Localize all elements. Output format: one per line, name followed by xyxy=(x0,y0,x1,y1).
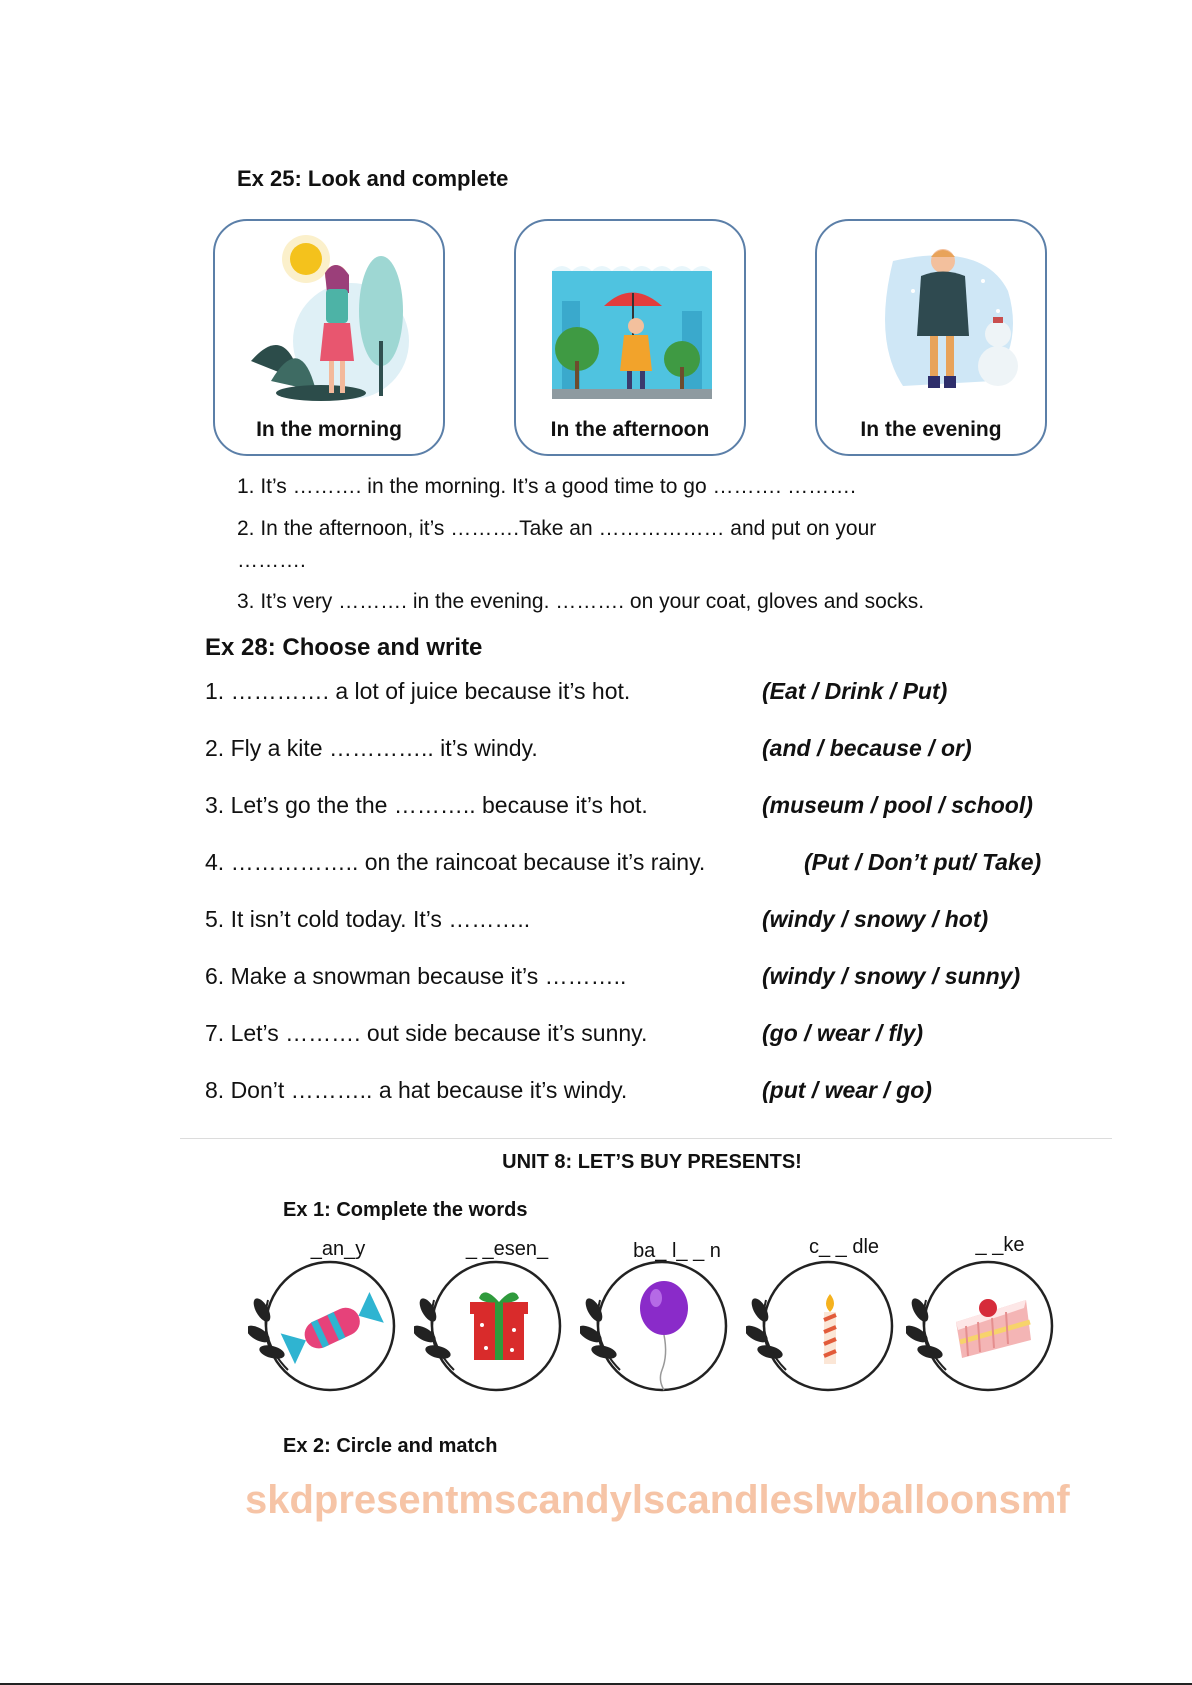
candle-icon xyxy=(746,1260,906,1400)
ex28-question-5: 5. It isn’t cold today. It’s ……….. xyxy=(205,906,531,932)
ex28-options-1: (Eat / Drink / Put) xyxy=(762,678,948,704)
ex25-title: Ex 25: Look and complete xyxy=(237,166,509,191)
ex28-question-1: 1. …………. a lot of juice because it’s hot. xyxy=(205,678,631,704)
ex28-options-7: (go / wear / fly) xyxy=(762,1020,924,1046)
ex28-options-3: (museum / pool / school) xyxy=(762,792,1033,818)
word-blank-4: c_ _ dle xyxy=(808,1236,880,1258)
card-caption: In the evening xyxy=(860,418,1002,441)
ex28-question-7: 7. Let’s ………. out side because it’s sunny. xyxy=(205,1020,648,1046)
ex25-line-2: 2. In the afternoon, it’s ……….Take an ……………… and put on your xyxy=(237,517,877,540)
word-blank-5: _ _ke xyxy=(975,1234,1025,1256)
word-blank-1: _an_y xyxy=(310,1238,366,1260)
afternoon-illustration-icon xyxy=(532,231,732,401)
evening-illustration-icon xyxy=(833,231,1033,401)
ex28-title: Ex 28: Choose and write xyxy=(205,634,483,661)
cake-icon xyxy=(906,1260,1066,1400)
morning-illustration-icon xyxy=(231,231,431,401)
ex28-options-2: (and / because / or) xyxy=(762,735,972,761)
ex28-question-2: 2. Fly a kite ………….. it’s windy. xyxy=(205,735,538,761)
unit-title: UNIT 8: LET’S BUY PRESENTS! xyxy=(502,1151,802,1173)
ex28-question-6: 6. Make a snowman because it’s ……….. xyxy=(205,963,627,989)
candy-icon xyxy=(248,1260,408,1400)
card-afternoon xyxy=(514,219,746,456)
ex28-options-4: (Put / Don’t put/ Take) xyxy=(804,849,1042,875)
word-search-puzzle: skdpresentmscandylscandleslwballoonsmf xyxy=(245,1478,1070,1522)
ex25-line-2-cont: ………. xyxy=(237,549,306,572)
card-morning xyxy=(213,219,445,456)
word-blank-3: ba_ l_ _ n xyxy=(633,1240,721,1262)
ex28-question-4: 4. …………….. on the raincoat because it’s rainy. xyxy=(205,849,706,875)
balloon-icon xyxy=(580,1260,740,1400)
ex28-question-3: 3. Let’s go the the ……….. because it’s hot. xyxy=(205,792,648,818)
ex1-title: Ex 1: Complete the words xyxy=(283,1199,528,1221)
ex28-options-8: (put / wear / go) xyxy=(762,1077,932,1103)
word-blank-2: _ _esen_ xyxy=(465,1238,549,1260)
ex28-question-8: 8. Don’t ……….. a hat because it’s windy. xyxy=(205,1077,628,1103)
ex28-options-5: (windy / snowy / hot) xyxy=(762,906,989,932)
section-divider xyxy=(180,1138,1112,1139)
card-caption: In the afternoon xyxy=(550,418,710,441)
ex28-options-6: (windy / snowy / sunny) xyxy=(762,963,1021,989)
card-evening xyxy=(815,219,1047,456)
card-caption: In the morning xyxy=(256,418,402,441)
ex25-line-3: 3. It’s very ………. in the evening. ………. on your coat, gloves and socks. xyxy=(237,590,925,613)
ex2-title: Ex 2: Circle and match xyxy=(283,1435,498,1457)
ex25-line-1: 1. It’s ………. in the morning. It’s a good time to go ………. ………. xyxy=(237,475,856,498)
present-icon xyxy=(414,1260,574,1400)
